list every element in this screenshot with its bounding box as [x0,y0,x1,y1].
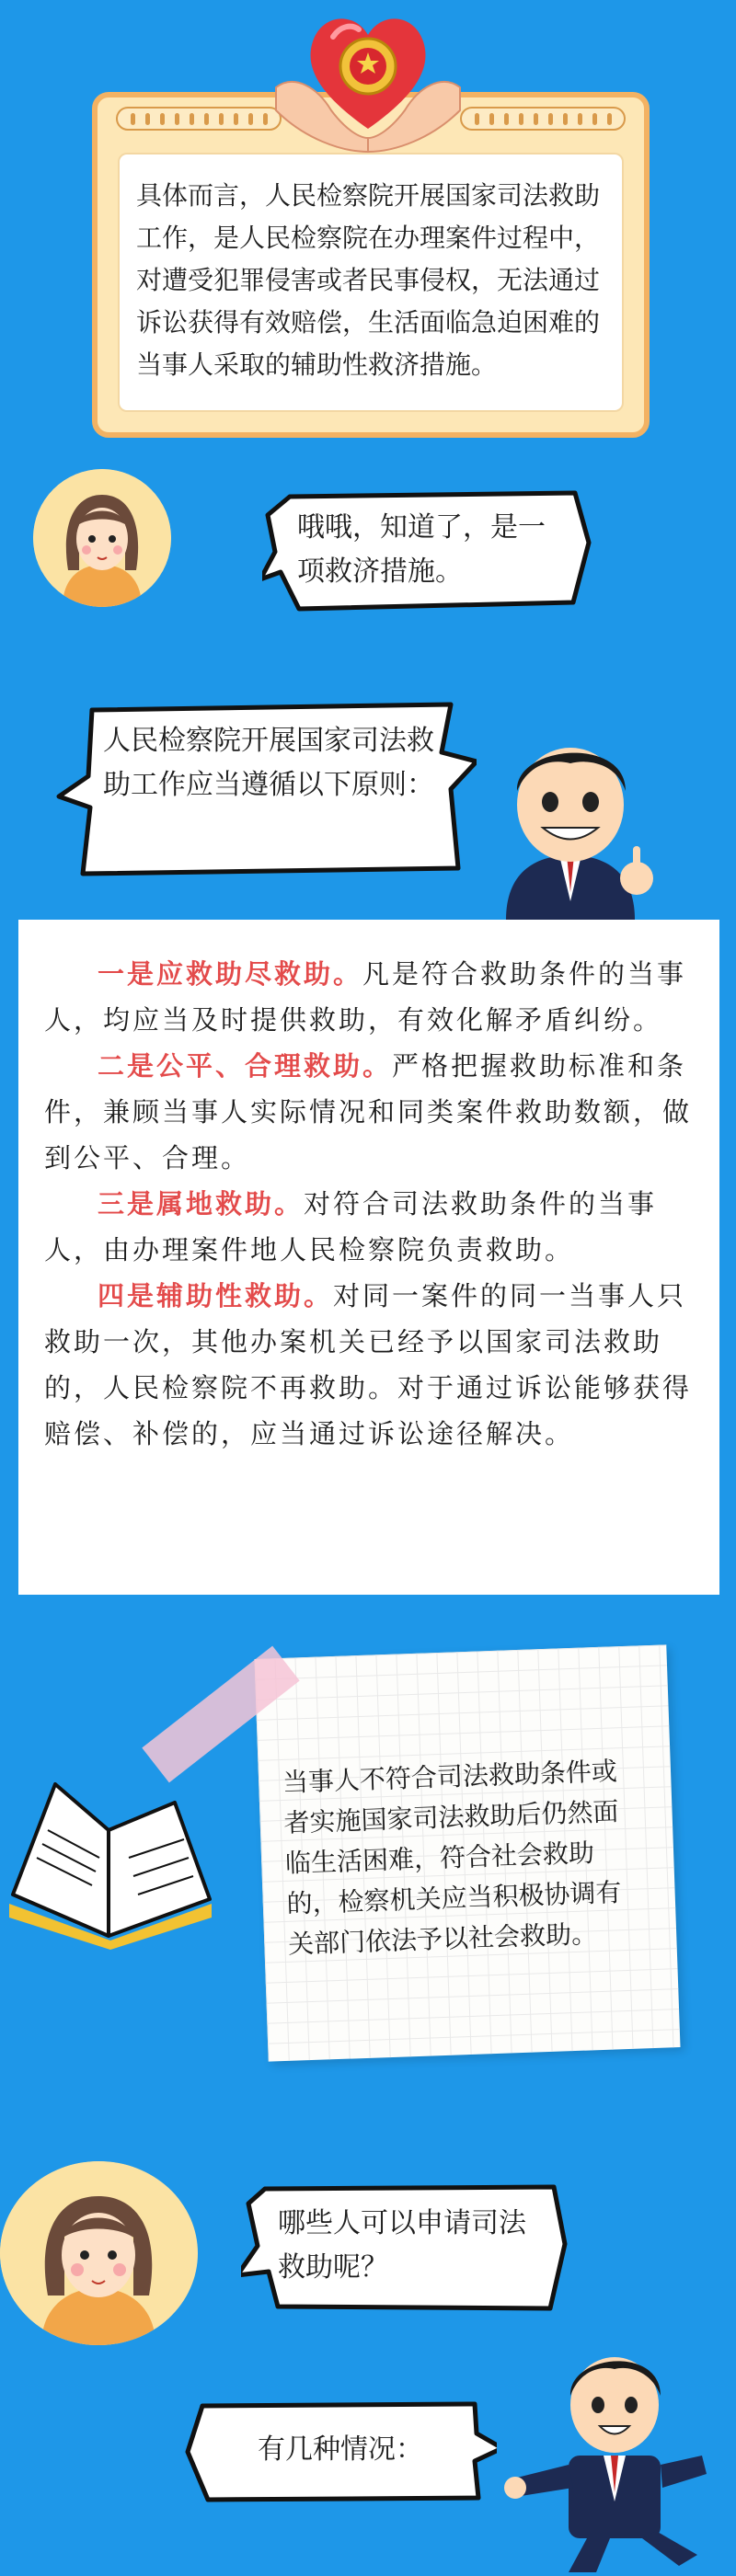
card-decoration-left [116,107,282,131]
speech-bubble-1 [262,487,598,616]
principle-heading: 四是辅助性救助。 [98,1280,334,1311]
principles-panel [18,920,719,1595]
prosecutor-avatar-icon [504,2318,725,2572]
speech-text-2: 人民检察院开展国家司法救助工作应当遵循以下原则： [103,725,434,801]
speech-bubble-3 [241,2180,574,2316]
intro-text-panel [118,153,624,412]
speech-text-3: 哪些人可以申请司法救助呢？ [278,2207,526,2284]
principle-item [44,951,696,1043]
woman-avatar-icon [0,2161,198,2345]
principle-item [44,1273,696,1457]
principle-item [44,1181,696,1273]
intro-text: 具体而言，人民检察院开展国家司法救助工作，是人民检察院在办理案件过程中，对遭受犯罪侵害或者民事侵权，无法通过诉讼获得有效赔偿，生活面临急迫困难的当事人采取的辅助性救济措施。 [136,180,601,380]
speech-text-1: 哦哦，知道了，是一项救济措施。 [297,511,546,588]
principle-body: 对同一案件的同一当事人只救助一次，其他办案机关已经予以国家司法救助的，人民检察院不再救助。对于通过诉讼能够获得赔偿、补偿的，应当通过诉讼途径解决。 [44,1280,693,1449]
open-book-icon [0,1766,221,1950]
note-text: 当事人不符合司法救助条件或者实施国家司法救助后仍然面临生活困难，符合社会救助的，检察机关应当积极协调有关部门依法予以社会救助。 [282,1756,623,1960]
speech-text-4: 有几种情况： [258,2433,423,2466]
principle-item [44,1043,696,1181]
prosecutor-avatar-icon [478,717,662,920]
principle-heading: 二是公平、合理救助。 [98,1050,393,1082]
card-decoration-right [460,107,626,131]
heart-emblem-icon [267,0,469,156]
speech-bubble-4 [184,2397,497,2505]
principle-body: 严格把握救助标准和条件，兼顾当事人实际情况和同类案件救助数额，做到公平、合理。 [44,1050,693,1174]
principle-body: 对符合司法救助条件的当事人，由办理案件地人民检察院负责救助。 [44,1188,658,1265]
principle-heading: 三是属地救助。 [98,1188,305,1219]
woman-avatar-icon [33,469,171,607]
principle-body: 凡是符合救助条件的当事人，均应当及时提供救助，有效化解矛盾纠纷。 [44,958,687,1036]
speech-bubble-2 [55,697,477,881]
principle-heading: 一是应救助尽救助。 [98,958,363,990]
